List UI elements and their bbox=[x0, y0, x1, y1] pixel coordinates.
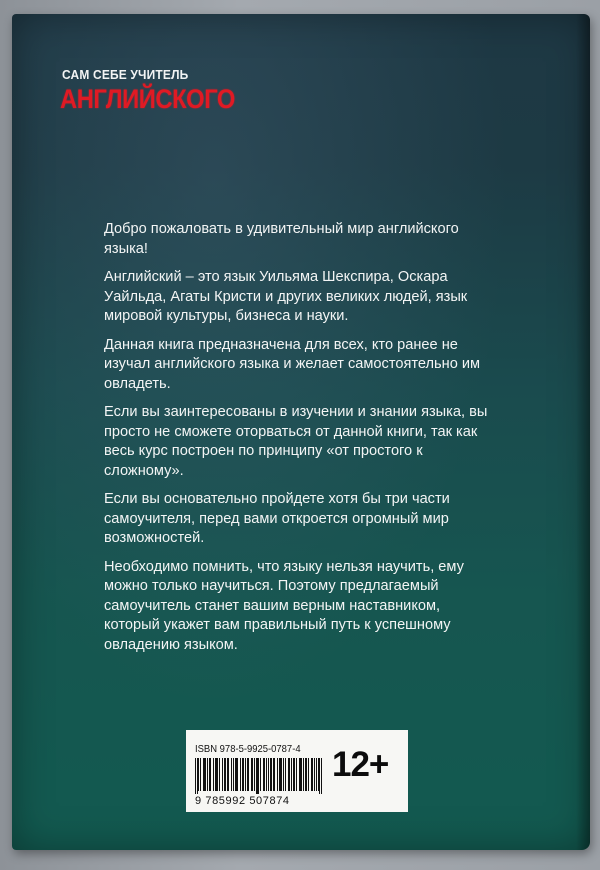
barcode-number: 9 785992 507874 bbox=[195, 795, 290, 807]
book-description bbox=[104, 220, 490, 664]
book-back-cover bbox=[12, 14, 590, 850]
age-rating-badge: 12+ bbox=[332, 745, 389, 784]
description-paragraph: Данная книга предназначена для всех, кто ранее не изучал английского языка и желает самостоятельно им овладеть. bbox=[104, 336, 481, 392]
series-subject: АНГЛИЙСКОГО bbox=[60, 84, 235, 114]
description-paragraph: Английский – это язык Уильяма Шекспира, Оскара Уайльда, Агаты Кристи и других великих людей, язык мировой культуры, бизнеса и науки. bbox=[104, 269, 468, 324]
description-paragraph: Добро пожаловать в удивительный мир английского языка! bbox=[104, 221, 459, 257]
isbn-number: ISBN 978-5-9925-0787-4 bbox=[195, 743, 301, 755]
description-paragraph: Если вы заинтересованы в изучении и знании языка, вы просто не сможете оторваться от данной книги, так как весь курс построен по принципу «от простого к сложному». bbox=[104, 404, 488, 479]
series-title: САМ СЕБЕ УЧИТЕЛЬ bbox=[62, 67, 189, 82]
description-paragraph: Необходимо помнить, что языку нельзя научить, ему можно только научиться. Поэтому предлагаемый самоучитель станет вашим верным наставником, который укажет вам правильный путь к успешному овладению языком. bbox=[104, 558, 464, 653]
description-paragraph: Если вы основательно пройдете хотя бы три части самоучителя, перед вами откроется огромный мир возможностей. bbox=[104, 491, 450, 546]
barcode-icon bbox=[195, 758, 322, 794]
isbn-label bbox=[186, 730, 408, 812]
